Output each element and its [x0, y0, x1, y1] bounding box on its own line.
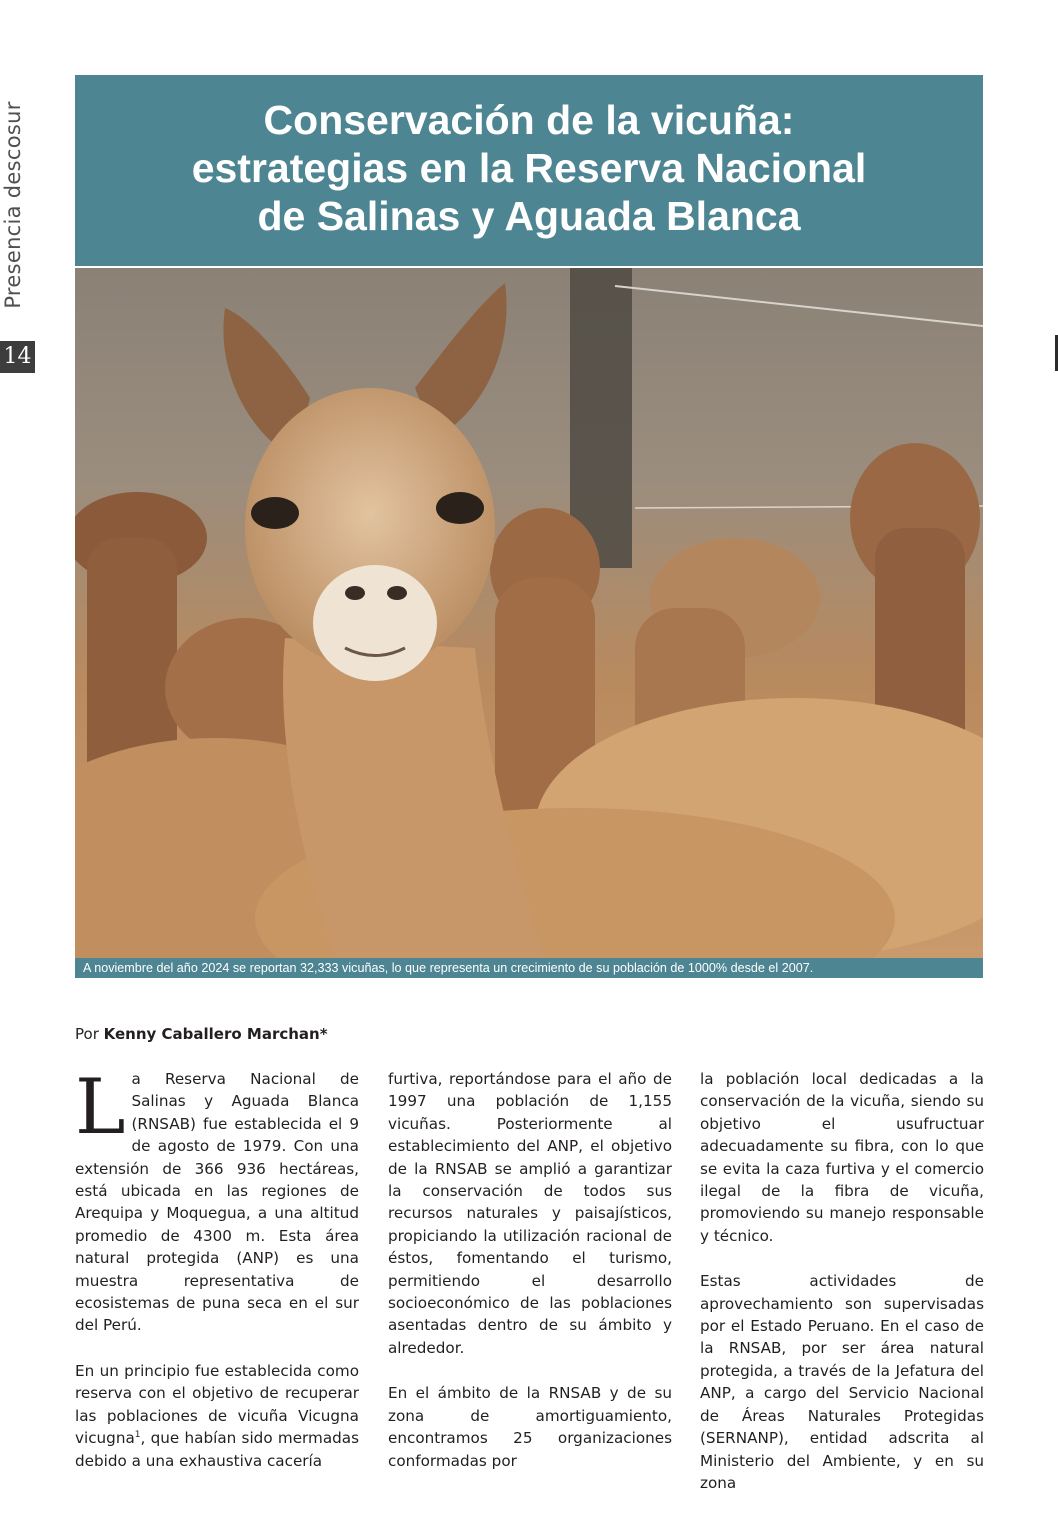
article-column-2 — [388, 1068, 672, 1495]
paragraph — [75, 1360, 359, 1472]
section-label — [0, 92, 28, 318]
photo-caption: A noviembre del año 2024 se reportan 32,333 vicuñas, lo que representa un crecimiento de su población de 1000% desde el 2007. — [75, 958, 983, 978]
paragraph-text: , que habían sido mermadas debido a una exhaustiva cacería — [75, 1429, 359, 1470]
author-name: Kenny Caballero Marchan* — [103, 1025, 328, 1043]
paragraph: furtiva, reportándose para el año de 1997 una población de 1,155 vicuñas. Posteriormente al establecimiento del ANP, el objetivo de la RNSAB se amplió a garantizar la conservación de todos sus recursos naturales y paisajísticos, propiciando la utilización racional de éstos, fomentando el turismo, permitiendo el desarrollo socioeconómico de las poblaciones asentadas dentro de su ámbito y alrededor. — [388, 1070, 672, 1357]
article-title — [75, 75, 983, 240]
paragraph: la población local dedicadas a la conservación de la vicuña, siendo su objetivo el usufructuar adecuadamente su fibra, con lo que se evita la caza furtiva y el comercio ilegal de la fibra de vicuña, promoviendo su manejo responsable y técnico. — [700, 1070, 984, 1245]
page-number: 14 — [0, 341, 35, 373]
paragraph: Estas actividades de aprovechamiento son supervisadas por el Estado Peruano. En el caso de la RNSAB, por ser área natural protegida, a través de la Jefatura del ANP, a cargo del Servicio Nacional de Áreas Naturales Protegidas (SERNANP), entidad adscrita al Ministerio del Ambiente, y en su zona — [700, 1272, 984, 1492]
footnote-marker: 1 — [134, 1430, 141, 1441]
byline — [75, 1025, 328, 1043]
drop-cap: L — [75, 1062, 126, 1151]
title-line-1: Conservación de la vicuña: — [263, 97, 795, 143]
article-column-3 — [700, 1068, 984, 1517]
paragraph — [75, 1062, 359, 1337]
title-line-2: estrategias en la Reserva Nacional — [191, 145, 867, 191]
title-line-3: de Salinas y Aguada Blanca — [257, 193, 801, 239]
title-banner — [75, 75, 983, 266]
section-label-text: Presencia descosur — [1, 101, 25, 309]
article-column-1 — [75, 1062, 359, 1495]
paragraph-text: a Reserva Nacional de Salinas y Aguada Blanca (RNSAB) fue establecida el 9 de agosto de 1979. Con una extensión de 366 936 hectáreas, está ubicada en las regiones de Arequipa y Moquegua, a una altitud promedio de 4300 m. Esta área natural protegida (ANP) es una muestra representativa de ecosistemas de puna seca en el sur del Perú. — [75, 1070, 359, 1335]
paragraph-text: En un principio fue establecida como reserva con el objetivo de recuperar las poblaciones de vicuña Vicugna vicugna — [75, 1361, 359, 1448]
byline-prefix: Por — [75, 1025, 99, 1043]
vicuna-photo — [75, 268, 983, 958]
paragraph: En el ámbito de la RNSAB y de su zona de amortiguamiento, encontramos 25 organizaciones conformadas por — [388, 1384, 672, 1470]
